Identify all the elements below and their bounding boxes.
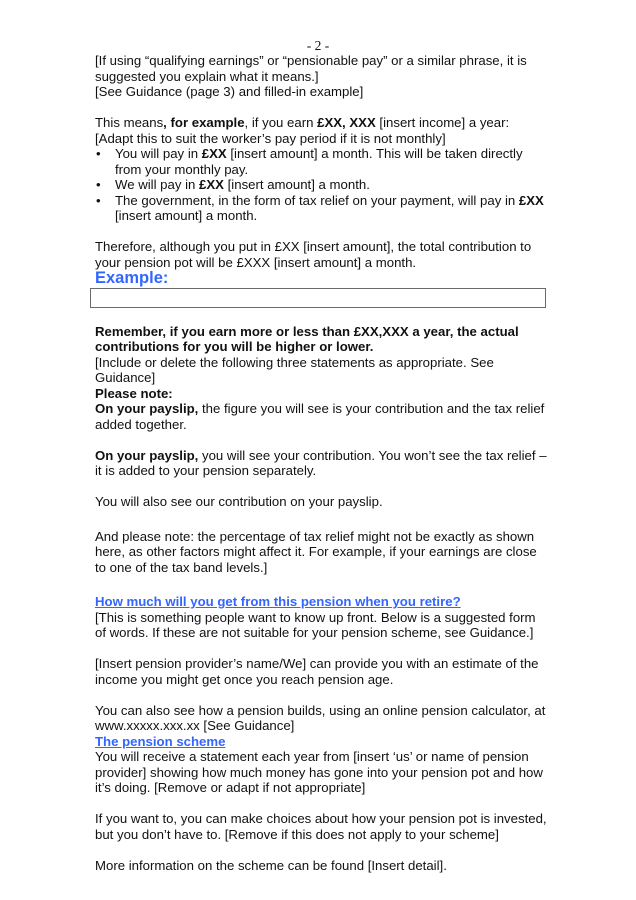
please-note-label: Please note:: [95, 385, 173, 401]
retire-section-note: [This is something people want to know up front. Below is a suggested form of words. If these are not suitable for your pension scheme, see Guidance.]: [95, 609, 536, 640]
investment-choices-paragraph: If you want to, you can make choices about how your pension pot is invested, but you don’t have to. [Remove if this does not apply to your scheme]: [95, 811, 547, 842]
remember-paragraph: Remember, if you earn more or less than £XX,XXX a year, the actual contributions for you will be higher or lower.: [95, 323, 519, 354]
include-delete-note: [Include or delete the following three statements as appropriate. See Guidance]: [95, 354, 494, 385]
annual-statement-paragraph: You will receive a statement each year from [insert ‘us’ or name of pension provider] showing how much money has gone into your pension pot and how it’s doing. [Remove or adapt if not appropriate]: [95, 749, 543, 795]
intro-qualifying-earnings-note: [If using “qualifying earnings” or “pensionable pay” or a similar phrase, it is suggested you explain what it means.]: [95, 53, 527, 84]
retire-estimate-paragraph: [Insert pension provider’s name/We] can provide you with an estimate of the income you might get once you reach pension age.: [95, 656, 539, 687]
contribution-bullets: [95, 146, 550, 224]
adapt-pay-period-note: [Adapt this to suit the worker’s pay period if it is not monthly]: [95, 130, 446, 146]
payslip-statement-3: You will also see our contribution on your payslip.: [95, 494, 383, 509]
retire-section-heading-link[interactable]: How much will you get from this pension when you retire?: [95, 594, 461, 609]
therefore-paragraph: Therefore, although you put in £XX [insert amount], the total contribution to your pension pot will be £XXX [insert amount] a month.: [95, 239, 532, 270]
page-number: - 2 -: [306, 38, 330, 53]
example-heading: Example:: [95, 269, 169, 287]
payslip-statement-1: On your payslip, the figure you will see is your contribution and the tax relief added together.: [95, 401, 545, 432]
bullet-government-tax-relief: • The government, in the form of tax relief on your payment, will pay in £XX [insert amount] a month.: [95, 193, 550, 224]
example-box[interactable]: [90, 288, 546, 308]
bullet-worker-contribution: • You will pay in £XX [insert amount] a month. This will be taken directly from your monthly pay.: [95, 146, 550, 177]
payslip-statement-2: On your payslip, you will see your contribution. You won’t see the tax relief – it is added to your pension separately.: [95, 447, 547, 478]
document-page: [95, 38, 550, 873]
pension-calculator-paragraph: You can also see how a pension builds, using an online pension calculator, at www.xxxxx.xxx.xx [See Guidance]: [95, 702, 546, 733]
bullet-employer-contribution: • We will pay in £XX [insert amount] a month.: [95, 177, 550, 193]
intro-guidance-note: [See Guidance (page 3) and filled-in example]: [95, 84, 364, 99]
pension-scheme-heading-link[interactable]: The pension scheme: [95, 733, 226, 749]
tax-relief-note: And please note: the percentage of tax relief might not be exactly as shown here, as other factors might affect it. For example, if your earnings are close to one of the tax band levels.]: [95, 528, 537, 575]
more-information-paragraph: More information on the scheme can be found [Insert detail].: [95, 857, 447, 873]
this-means-paragraph: This means, for example, if you earn £XX, XXX [insert income] a year:: [95, 115, 510, 130]
